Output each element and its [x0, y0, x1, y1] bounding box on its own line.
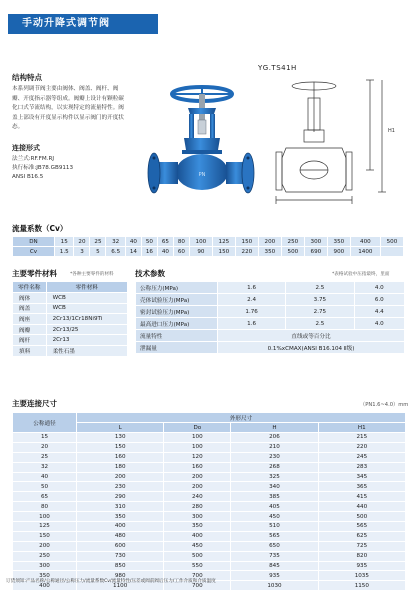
- dimension-value: 700: [164, 571, 231, 581]
- dimension-value: 500: [164, 551, 231, 561]
- dimensions-row: [13, 561, 406, 571]
- cv-dn-cell: 400: [350, 237, 380, 247]
- part-name: 阀体: [13, 293, 47, 304]
- tech-param-value: 1.6: [218, 318, 286, 330]
- drawing-dimension-label: H1: [388, 128, 395, 134]
- dimension-value: 350: [77, 512, 164, 522]
- dimensions-row: [13, 472, 406, 482]
- cv-value-cell: 1.5: [55, 247, 74, 257]
- part-material: WCB: [46, 303, 127, 314]
- dimension-value: 180: [77, 462, 164, 472]
- cv-dn-cell: 100: [189, 237, 212, 247]
- dimension-value: 215: [318, 433, 405, 443]
- parts-section-title: 主要零件材料: [12, 269, 57, 278]
- dimension-value: 350: [164, 522, 231, 532]
- cv-value-cell: 220: [235, 247, 258, 257]
- dimension-dn: 250: [13, 551, 77, 561]
- dimension-value: 550: [164, 561, 231, 571]
- tech-param-value: 直线或等百分比: [218, 330, 405, 342]
- tech-row: [136, 282, 405, 294]
- tech-param-value: 3.75: [286, 294, 354, 306]
- dimensions-header-l: L: [77, 423, 164, 433]
- dimensions-header-h1: H1: [318, 423, 405, 433]
- tech-param-name: 公称压力(MPa): [136, 282, 218, 294]
- dimensions-header-h: H: [231, 423, 318, 433]
- dimension-dn: 80: [13, 502, 77, 512]
- dimension-value: 310: [77, 502, 164, 512]
- dimension-value: 1150: [318, 581, 405, 590]
- part-name: 填料: [13, 345, 47, 356]
- dimension-value: 210: [231, 442, 318, 452]
- dimension-value: 290: [77, 492, 164, 502]
- cv-value-cell: 900: [327, 247, 350, 257]
- dimensions-header-do: Do: [164, 423, 231, 433]
- dimension-value: 283: [318, 462, 405, 472]
- dimension-dn: 400: [13, 581, 77, 590]
- parts-row: [13, 303, 128, 314]
- dimension-value: 100: [164, 442, 231, 452]
- dimension-value: 200: [164, 472, 231, 482]
- dimensions-row: [13, 531, 406, 541]
- dimensions-row: [13, 433, 406, 443]
- valve-product-image: [140, 80, 258, 205]
- cv-dn-cell: 300: [304, 237, 327, 247]
- dimensions-table: [12, 412, 406, 590]
- dimension-value: 450: [164, 541, 231, 551]
- cv-dn-cell: 25: [90, 237, 106, 247]
- parts-row: [13, 345, 128, 356]
- order-note: 订货须知:产品名称/公称通径/公称压力/流量系数Cv/流量特性/压差或阀前阀后压力/工作介质和介质温度: [6, 579, 216, 584]
- cv-dn-cell: 200: [258, 237, 281, 247]
- dimension-value: 220: [318, 442, 405, 452]
- dimensions-row: [13, 502, 406, 512]
- cv-value-cell: 150: [212, 247, 235, 257]
- dimension-dn: 50: [13, 482, 77, 492]
- cv-dn-row: [13, 237, 404, 247]
- cv-value-cell: 16: [141, 247, 157, 257]
- dimension-dn: 65: [13, 492, 77, 502]
- cv-dn-cell: 15: [55, 237, 74, 247]
- cv-dn-cell: 20: [74, 237, 90, 247]
- dimension-value: 230: [77, 482, 164, 492]
- dimension-value: 268: [231, 462, 318, 472]
- tech-param-value: 4.0: [354, 282, 404, 294]
- dimension-value: 385: [231, 492, 318, 502]
- connection-item: ANSI B16.5: [12, 174, 44, 180]
- feature-heading: 结构特点: [12, 73, 42, 82]
- cv-dn-cell: 150: [235, 237, 258, 247]
- dimension-value: 480: [77, 531, 164, 541]
- cv-value-cell: 3: [74, 247, 90, 257]
- cv-empty-cell: [380, 247, 403, 257]
- cv-value-cell: 5: [90, 247, 106, 257]
- dimension-value: 980: [77, 571, 164, 581]
- tech-param-name: 泄漏量: [136, 342, 218, 354]
- tech-param-name: 最高进口压力(MPa): [136, 318, 218, 330]
- dimension-dn: 40: [13, 472, 77, 482]
- parts-row: [13, 335, 128, 346]
- cv-dn-cell: 50: [141, 237, 157, 247]
- cv-value-cell: 350: [258, 247, 281, 257]
- dimension-value: 206: [231, 433, 318, 443]
- dimension-value: 100: [164, 433, 231, 443]
- dimension-value: 345: [318, 472, 405, 482]
- part-name: 阀座: [13, 314, 47, 325]
- cv-dn-label: DN: [13, 237, 55, 247]
- cv-section-title: 流量系数（Cv）: [12, 224, 68, 233]
- dimension-value: 625: [318, 531, 405, 541]
- dimension-dn: 300: [13, 561, 77, 571]
- dimension-value: 1100: [77, 581, 164, 590]
- cv-value-cell: 690: [304, 247, 327, 257]
- dimension-dn: 150: [13, 531, 77, 541]
- dimension-dn: 100: [13, 512, 77, 522]
- parts-row: [13, 293, 128, 304]
- dimension-value: 245: [318, 452, 405, 462]
- cv-value-label: Cv: [13, 247, 55, 257]
- connection-heading: 连接形式: [12, 144, 40, 152]
- tech-param-value: 2.75: [286, 306, 354, 318]
- dimensions-row: [13, 482, 406, 492]
- dimension-dn: 32: [13, 462, 77, 472]
- dimensions-row: [13, 541, 406, 551]
- cv-dn-cell: 32: [106, 237, 125, 247]
- dimensions-row: [13, 512, 406, 522]
- dimension-value: 700: [164, 581, 231, 590]
- dimension-value: 200: [77, 472, 164, 482]
- cv-dn-cell: 250: [281, 237, 304, 247]
- dimension-value: 600: [77, 541, 164, 551]
- dimensions-section-title: 主要连接尺寸: [12, 399, 57, 408]
- dimension-value: 365: [318, 482, 405, 492]
- dimensions-row: [13, 452, 406, 462]
- tech-param-value: 2.4: [218, 294, 286, 306]
- connection-item: 执行标准:JB78.GB9113: [12, 165, 74, 171]
- svg-text:PN: PN: [198, 172, 206, 178]
- part-material: 2Cr13: [46, 335, 127, 346]
- tech-param-value: 2.5: [286, 318, 354, 330]
- cv-value-cell: 14: [125, 247, 141, 257]
- tech-section-title: 技术参数: [135, 269, 165, 278]
- tech-param-value: 2.5: [286, 282, 354, 294]
- dimension-value: 735: [231, 551, 318, 561]
- page-title: 手动升降式调节阀: [8, 14, 158, 34]
- part-material: 2Cr13/1Cr18Ni9Ti: [46, 314, 127, 325]
- dimensions-row: [13, 462, 406, 472]
- tech-table: [135, 281, 405, 354]
- parts-row: [13, 314, 128, 325]
- dimension-value: 725: [318, 541, 405, 551]
- dimension-value: 150: [77, 442, 164, 452]
- dimension-value: 340: [231, 482, 318, 492]
- valve-section-drawing: [270, 72, 404, 206]
- cv-value-cell: 6.5: [106, 247, 125, 257]
- tech-note: *表格试验中压指最终，里面: [332, 272, 390, 277]
- cv-dn-cell: 500: [380, 237, 403, 247]
- dimension-value: 230: [231, 452, 318, 462]
- dimensions-unit-note: （PN1.6~4.0）mm: [360, 402, 409, 408]
- dimension-dn: 20: [13, 442, 77, 452]
- tech-row: [136, 342, 405, 354]
- part-name: 阀盖: [13, 303, 47, 314]
- part-material: 2Cr13/25: [46, 324, 127, 335]
- dimension-value: 935: [318, 561, 405, 571]
- cv-dn-cell: 350: [327, 237, 350, 247]
- dimension-value: 1035: [318, 571, 405, 581]
- dimension-value: 500: [318, 512, 405, 522]
- dimensions-header-dn: 公称通径: [13, 413, 77, 433]
- dimension-value: 1030: [231, 581, 318, 590]
- dimension-value: 130: [77, 433, 164, 443]
- dimension-value: 820: [318, 551, 405, 561]
- dimensions-row: [13, 522, 406, 532]
- dimension-value: 415: [318, 492, 405, 502]
- parts-note: *各种主要零件的材料: [70, 272, 114, 277]
- tech-param-name: 壳体试验压力(MPa): [136, 294, 218, 306]
- dimensions-row: [13, 442, 406, 452]
- connection-item: 法兰式:RF.FM.RJ: [12, 156, 55, 162]
- cv-dn-cell: 65: [157, 237, 173, 247]
- dimension-value: 240: [164, 492, 231, 502]
- dimension-dn: 350: [13, 571, 77, 581]
- cv-value-cell: 1400: [350, 247, 380, 257]
- cv-dn-cell: 125: [212, 237, 235, 247]
- tech-row: [136, 306, 405, 318]
- dimension-value: 405: [231, 502, 318, 512]
- parts-header-material: 零件材料: [46, 282, 127, 293]
- tech-param-value: 1.6: [218, 282, 286, 294]
- dimension-dn: 15: [13, 433, 77, 443]
- feature-text: 本系列调节阀主要由阀体、阀盖、阀杆、阀瓣、开度指示器等组成。阀瓣上设计有颗粒碳化口式节流结构，以实现特定的流量特性。阀盖上部设有开度显示构件以显示阀门的开度状态。: [12, 86, 124, 130]
- dimension-value: 650: [231, 541, 318, 551]
- dimensions-header-group: 外形尺寸: [77, 413, 406, 423]
- dimension-value: 280: [164, 502, 231, 512]
- tech-row: [136, 294, 405, 306]
- cv-value-cell: 60: [173, 247, 189, 257]
- dimensions-row: [13, 492, 406, 502]
- dimension-value: 450: [231, 512, 318, 522]
- dimension-value: 565: [318, 522, 405, 532]
- dimension-value: 440: [318, 502, 405, 512]
- cv-value-row: [13, 247, 404, 257]
- tech-row: [136, 318, 405, 330]
- dimension-value: 325: [231, 472, 318, 482]
- cv-table: [12, 236, 404, 257]
- tech-param-value: 4.0: [354, 318, 404, 330]
- part-material: 柔性石墨: [46, 345, 127, 356]
- dimension-value: 845: [231, 561, 318, 571]
- dimension-value: 565: [231, 531, 318, 541]
- tech-param-name: 密封试验压力(MPa): [136, 306, 218, 318]
- dimension-value: 120: [164, 452, 231, 462]
- parts-row: [13, 324, 128, 335]
- dimension-value: 160: [77, 452, 164, 462]
- tech-param-value: 6.0: [354, 294, 404, 306]
- part-name: 阀瓣: [13, 324, 47, 335]
- dimension-value: 160: [164, 462, 231, 472]
- part-name: 阀杆: [13, 335, 47, 346]
- dimension-dn: 200: [13, 541, 77, 551]
- dimensions-row: [13, 551, 406, 561]
- tech-param-name: 流量特性: [136, 330, 218, 342]
- parts-header-name: 零件名称: [13, 282, 47, 293]
- tech-param-value: 1.76: [218, 306, 286, 318]
- dimension-dn: 125: [13, 522, 77, 532]
- dimension-value: 935: [231, 571, 318, 581]
- tech-param-value: 0.1%xCMAX(ANSI B16.104 Ⅱ级): [218, 342, 405, 354]
- dimension-value: 300: [164, 512, 231, 522]
- cv-value-cell: 90: [189, 247, 212, 257]
- dimension-value: 850: [77, 561, 164, 571]
- cv-dn-cell: 40: [125, 237, 141, 247]
- model-code: YG.TS41H: [258, 64, 297, 72]
- cv-value-cell: 40: [157, 247, 173, 257]
- tech-row: [136, 330, 405, 342]
- dimension-value: 400: [77, 522, 164, 532]
- tech-param-value: 4.4: [354, 306, 404, 318]
- connection-list: [12, 155, 73, 182]
- dimension-value: 200: [164, 482, 231, 492]
- cv-dn-cell: 80: [173, 237, 189, 247]
- dimension-dn: 25: [13, 452, 77, 462]
- part-material: WCB: [46, 293, 127, 304]
- dimension-value: 510: [231, 522, 318, 532]
- cv-value-cell: 500: [281, 247, 304, 257]
- dimension-value: 730: [77, 551, 164, 561]
- dimension-value: 400: [164, 531, 231, 541]
- parts-table: [12, 281, 128, 357]
